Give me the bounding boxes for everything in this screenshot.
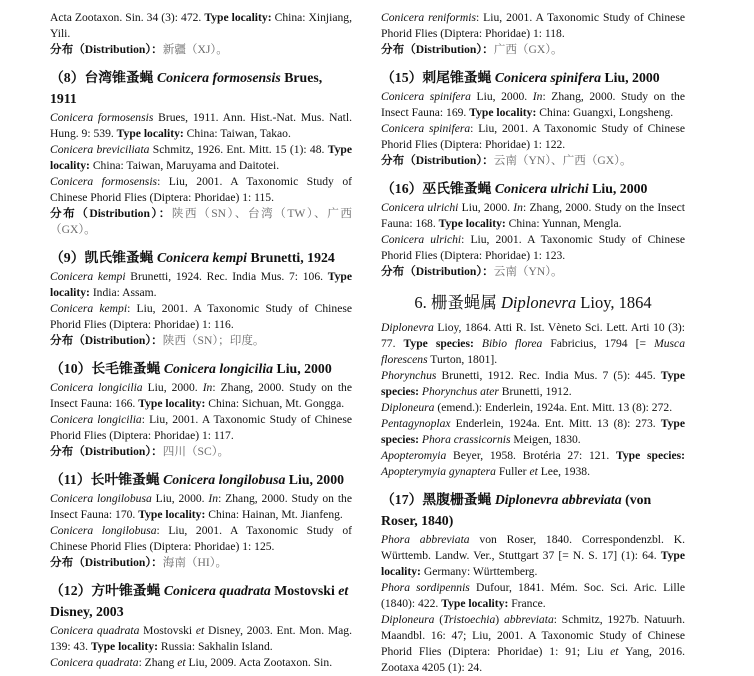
citation-line: [381, 320, 685, 368]
text-run: Type species:: [381, 417, 685, 446]
text-run: Diplonevra abbreviata: [494, 492, 622, 507]
text-run: Mostovski: [139, 624, 196, 637]
citation-line: [50, 491, 352, 523]
text-run: Type species:: [381, 369, 685, 398]
text-run: Phorynchus ater: [421, 385, 499, 398]
species-heading-16: [381, 178, 685, 199]
text-run: Liu, 2000: [273, 361, 332, 376]
text-run: China: Hainan, Mt. Jianfeng.: [205, 508, 343, 521]
text-run: et: [177, 656, 186, 669]
text-run: Conicera longicilia: [50, 413, 142, 426]
text-run: et: [338, 583, 349, 598]
text-run: Type species:: [616, 449, 685, 462]
citation-line: [381, 532, 685, 580]
text-run: Conicera breviciliata: [50, 143, 150, 156]
text-run: 分布（Distribution）：: [50, 207, 172, 220]
citation-line: [381, 121, 685, 153]
text-run: （8）台湾锥蚤蝇: [50, 70, 157, 85]
text-run: Conicera quadrata: [50, 656, 139, 669]
text-run: Type locality:: [469, 106, 537, 119]
text-run: Diploneura: [381, 401, 435, 414]
text-run: In: [202, 381, 213, 394]
text-run: Musca florescens: [381, 337, 686, 366]
text-run: : Liu, 2001. A Taxonomic Study of Chinese Phorid Flies (Diptera: Phoridae) 1: 125.: [50, 524, 352, 553]
citation-line: [50, 523, 352, 555]
distribution-line: [381, 264, 685, 280]
distribution-line: [50, 444, 352, 460]
text-run: Conicera longilobusa: [163, 472, 286, 487]
text-run: Meigen, 1830.: [510, 433, 581, 446]
species-heading-17: [381, 489, 685, 531]
text-run: Germany: Württemberg.: [420, 565, 538, 578]
text-run: China: Guangxi, Longsheng.: [536, 106, 674, 119]
citation-line: [381, 416, 685, 448]
text-run: Disney, 2003. Ent. Mon. Mag. 139: 43.: [50, 624, 352, 653]
text-run: Brues, 1911. Ann. Hist.-Nat. Mus. Natl. Hung. 9: 539.: [50, 111, 352, 140]
text-run: 分布（Distribution）：: [381, 43, 494, 56]
species-heading-10: [50, 358, 352, 379]
distribution-regions: 云南（YN）。: [493, 265, 563, 278]
distribution-line: [381, 153, 685, 169]
citation-line: [381, 368, 685, 400]
citation-line: [381, 612, 685, 676]
text-run: Conicera kempi: [50, 270, 126, 283]
text-run: Type locality:: [116, 127, 184, 140]
text-run: Mostovski: [270, 583, 339, 598]
citation-line: [381, 200, 685, 232]
text-run: Conicera ulrichi: [494, 181, 589, 196]
text-run: （11）长叶锥蚤蝇: [50, 472, 164, 487]
text-run: Apopteromyia: [381, 449, 447, 462]
citation-line: [50, 380, 352, 412]
text-run: : Zhang, 2000. Study on the Insect Fauna: 166.: [50, 381, 352, 410]
text-run: Beyer, 1958. Brotéria 27: 121.: [446, 449, 616, 462]
text-run: Liu, 2000.: [142, 381, 203, 394]
text-run: Conicera longicilia: [50, 381, 143, 394]
species-heading-8: [50, 67, 352, 109]
text-run: : Zhang, 2000. Study on the Insect Fauna: 170.: [50, 492, 353, 521]
text-run: China: Xinjiang, Yili.: [50, 11, 352, 40]
text-run: Conicera longicilia: [163, 361, 274, 376]
text-run: Conicera reniformis: [381, 11, 476, 24]
text-run: : Liu, 2001. A Taxonomic Study of Chinese Phorid Flies (Diptera: Phoridae) 1: 122.: [381, 122, 685, 151]
right-column: [381, 10, 685, 676]
citation-line: [381, 89, 685, 121]
text-run: [474, 337, 482, 350]
distribution-line: [381, 42, 685, 58]
text-run: (emend.): Enderlein, 1924a. Ent. Mitt. 13 (8): 272.: [434, 401, 673, 414]
text-run: 分布（Distribution）：: [50, 445, 163, 458]
text-run: Type locality:: [204, 11, 272, 24]
text-run: （9）凯氏锥蚤蝇: [50, 250, 157, 265]
citation-line: [381, 580, 685, 612]
text-run: Bibio florea: [481, 337, 543, 350]
text-run: 分布（Distribution）：: [50, 334, 163, 347]
text-run: India: Assam.: [89, 286, 157, 299]
text-run: Liu, 2009. Acta Zootaxon. Sin.: [185, 656, 333, 669]
citation-line: [50, 269, 352, 301]
distribution-line: [50, 555, 352, 571]
text-run: Type species:: [403, 337, 474, 350]
text-run: Type locality:: [50, 143, 352, 172]
text-run: Liu, 2000: [601, 70, 660, 85]
distribution-regions: 四川（SC）。: [162, 445, 230, 458]
genus-section-heading: [381, 292, 685, 314]
citation-line: [50, 623, 352, 655]
citation-line: [50, 655, 352, 671]
text-run: Conicera ulrichi: [381, 201, 459, 214]
text-run: 分布（Distribution）：: [381, 265, 494, 278]
text-run: : Liu, 2001. A Taxonomic Study of Chinese Phorid Flies (Diptera: Phoridae) 1: 123.: [381, 233, 685, 262]
distribution-regions: 云南（YN）、广西（GX）。: [493, 154, 632, 167]
text-run: Disney, 2003: [50, 604, 124, 619]
distribution-regions: 广西（GX）。: [493, 43, 563, 56]
text-run: Conicera longilobusa: [50, 524, 157, 537]
text-run: Phora abbreviata: [381, 533, 470, 546]
text-run: Type locality:: [438, 217, 506, 230]
text-run: In: [513, 201, 523, 214]
text-run: : Zhang, 2000. Study on the Insect Fauna: 168.: [381, 201, 685, 230]
species-heading-11: [50, 469, 352, 490]
text-run: : Liu, 2001. A Taxonomic Study of Chinese Phorid Flies (Diptera: Phoridae) 1: 115.: [50, 175, 352, 204]
text-run: Phorynchus: [381, 369, 437, 382]
citation-line: [50, 174, 352, 206]
citation-line: [50, 10, 352, 42]
text-run: France.: [508, 597, 546, 610]
text-run: In: [532, 90, 543, 103]
text-run: abbreviata: [503, 613, 554, 626]
text-run: Schmitz, 1926. Ent. Mitt. 15 (1): 48.: [149, 143, 328, 156]
text-run: Conicera quadrata: [50, 624, 140, 637]
text-run: Conicera spinifera: [381, 90, 471, 103]
text-run: Conicera quadrata: [163, 583, 271, 598]
text-run: Enderlein, 1924a. Ent. Mitt. 13 (8): 273.: [450, 417, 661, 430]
text-run: Fuller: [495, 465, 530, 478]
text-run: (: [434, 613, 444, 626]
text-run: 分布（Distribution）：: [50, 43, 163, 56]
text-run: Lioy, 1864: [576, 293, 652, 312]
text-run: Conicera spinifera: [494, 70, 601, 85]
distribution-regions: 新疆（XJ）。: [162, 43, 228, 56]
citation-line: [381, 448, 685, 480]
citation-line: [381, 232, 685, 264]
text-run: 分布（Distribution）：: [50, 556, 163, 569]
text-run: Yang, 2016. Zootaxa 4205 (1): 24.: [381, 645, 685, 674]
text-run: Brunetti, 1912.: [498, 385, 572, 398]
text-run: Apopterymyia gynaptera: [381, 465, 496, 478]
text-run: Type locality:: [441, 597, 509, 610]
text-run: （12）方叶锥蚤蝇: [50, 583, 164, 598]
text-run: Brunetti, 1924. Rec. India Mus. 7: 106.: [125, 270, 328, 283]
text-run: Brues, 1911: [50, 70, 323, 106]
text-run: : Zhang, 2000. Study on the Insect Fauna: 169.: [381, 90, 685, 119]
species-heading-12: [50, 580, 352, 622]
text-run: Turton, 1801].: [427, 353, 498, 366]
text-run: （16）巫氏锥蚤蝇: [381, 181, 495, 196]
distribution-line: [50, 333, 352, 349]
species-heading-15: [381, 67, 685, 88]
distribution-regions: 陕西（SN）；印度。: [162, 334, 265, 347]
text-run: Type locality:: [50, 270, 352, 299]
text-run: China: Taiwan, Maruyama and Daitotei.: [89, 159, 280, 172]
text-run: China: Taiwan, Takao.: [183, 127, 291, 140]
text-run: Conicera ulrichi: [381, 233, 462, 246]
text-run: (von Roser, 1840): [381, 492, 652, 528]
text-run: Brunetti, 1924: [247, 250, 335, 265]
text-run: Fabricius, 1794 [=: [542, 337, 655, 350]
text-run: Liu, 2000: [285, 472, 344, 487]
text-run: Tristoechia: [443, 613, 496, 626]
text-run: In: [208, 492, 219, 505]
text-run: ): [495, 613, 504, 626]
citation-line: [381, 10, 685, 42]
text-run: （17）黑腹栅蚤蝇: [381, 492, 495, 507]
distribution-regions: 海南（HI）。: [162, 556, 228, 569]
text-run: Phora crassicornis: [421, 433, 511, 446]
distribution-line: [50, 42, 352, 58]
text-run: : Zhang: [138, 656, 178, 669]
text-run: Russia: Sakhalin Island.: [158, 640, 273, 653]
text-run: : Liu, 2001. A Taxonomic Study of Chinese Phorid Flies (Diptera: Phoridae) 1: 116.: [50, 302, 352, 331]
text-run: et: [529, 465, 538, 478]
distribution-regions: 陕西（SN）、台湾（TW）、广西（GX）。: [50, 207, 352, 236]
species-heading-9: [50, 247, 352, 268]
left-column: [50, 10, 352, 671]
text-run: China: Sichuan, Mt. Gongga.: [205, 397, 345, 410]
text-run: et: [195, 624, 205, 637]
text-run: Type locality:: [381, 549, 685, 578]
text-run: Type locality:: [138, 508, 206, 521]
text-run: 分布（Distribution）：: [381, 154, 494, 167]
text-run: Conicera kempi: [50, 302, 128, 315]
text-run: Conicera kempi: [156, 250, 247, 265]
citation-line: [50, 142, 352, 174]
text-run: Dufour, 1841. Mém. Soc. Sci. Aric. Lille (1840): 422.: [381, 581, 685, 610]
citation-line: [50, 301, 352, 333]
text-run: Liu, 2000.: [470, 90, 533, 103]
text-run: et: [610, 645, 619, 658]
text-run: Liu, 2000: [588, 181, 648, 196]
text-run: Liu, 2000.: [458, 201, 514, 214]
text-run: （15）刺尾锥蚤蝇: [381, 70, 495, 85]
citation-line: [381, 400, 685, 416]
text-run: Conicera formosensis: [50, 175, 158, 188]
text-run: Lioy, 1864. Atti R. Ist. Vèneto Sci. Lett. Arti 10 (3): 77.: [381, 321, 685, 350]
text-run: Conicera longilobusa: [50, 492, 152, 505]
text-run: China: Yunnan, Mengla.: [505, 217, 622, 230]
citation-line: [50, 412, 352, 444]
text-run: Diplonevra: [501, 293, 577, 312]
text-run: Conicera formosensis: [156, 70, 281, 85]
text-run: Brunetti, 1912. Rec. India Mus. 7 (5): 445.: [436, 369, 661, 382]
distribution-line: [50, 206, 352, 238]
text-run: von Roser, 1840. Correspondenzbl. K. Württemb. Landw. Ver., Stuttgart 37 [= N. S. 17] (1): 64.: [381, 533, 686, 562]
text-run: Diploneura: [381, 613, 435, 626]
text-run: （10）长毛锥蚤蝇: [50, 361, 164, 376]
citation-line: [50, 110, 352, 142]
text-run: Type locality:: [138, 397, 206, 410]
text-run: : Liu, 2001. A Taxonomic Study of Chinese Phorid Flies (Diptera: Phoridae) 1: 118.: [381, 11, 685, 40]
text-run: Liu, 2000.: [151, 492, 209, 505]
text-run: Pentagynoplax: [381, 417, 451, 430]
text-run: 6. 栅蚤蝇属: [414, 293, 501, 312]
text-run: Lee, 1938.: [537, 465, 590, 478]
text-run: Conicera spinifera: [381, 122, 471, 135]
text-run: Acta Zootaxon. Sin. 34 (3): 472.: [50, 11, 205, 24]
text-run: : Schmitz, 1927b. Natuurh. Maandbl. 16: 47; Liu, 2001. A Taxonomic Study of Chinese Phorid Flies (Diptera: Phoridae) 1: 91; Liu: [381, 613, 685, 658]
text-run: Diplonevra: [381, 321, 434, 334]
text-run: : Liu, 2001. A Taxonomic Study of Chinese Phorid Flies (Diptera: Phoridae) 1: 117.: [50, 413, 352, 442]
text-run: Conicera formosensis: [50, 111, 154, 124]
text-run: Type locality:: [90, 640, 158, 653]
text-run: Phora sordipennis: [381, 581, 470, 594]
